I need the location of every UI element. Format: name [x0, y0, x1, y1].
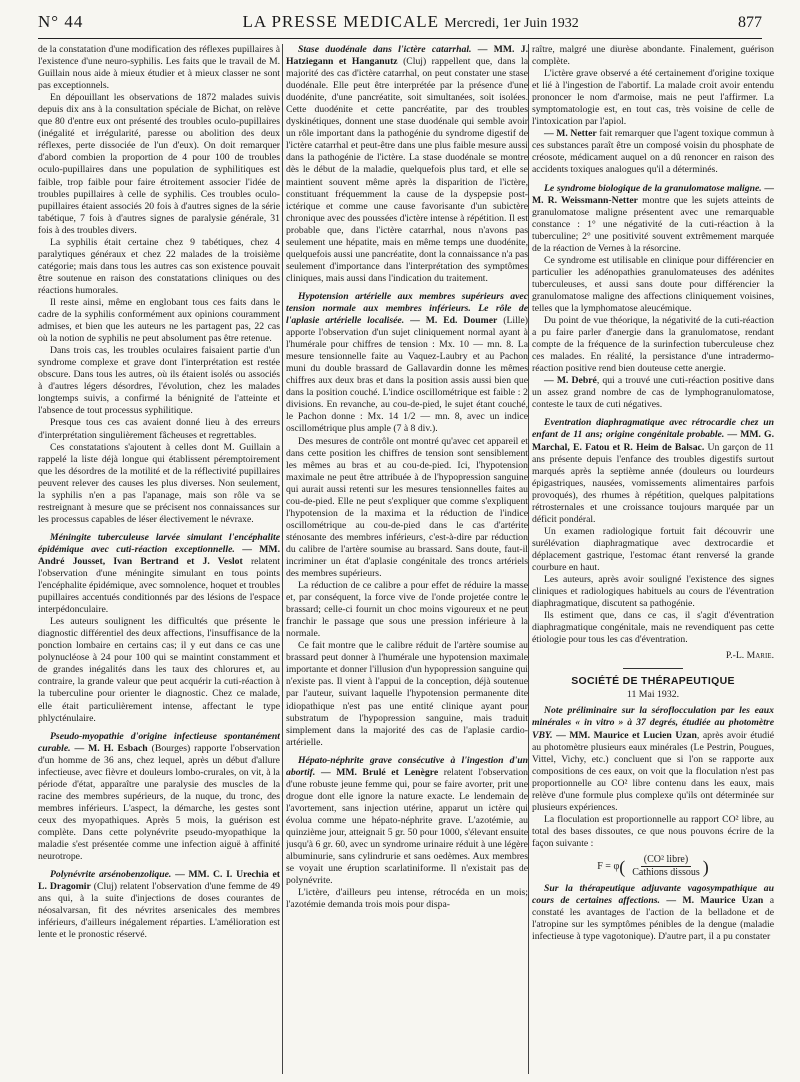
paragraph: La syphilis était certaine chez 9 tabétiques, chez 4 paralytiques généraux et chez 22 malades de la troisième catégorie; mais dans tous les autres cas son existence pouvait être soutenue en raison des constatations cliniques ou des réactions humorales.	[38, 236, 280, 296]
formula: F = φ ( $\frac{\text{(CO² libre)}}{\text{Cathions dissous}}$ )	[597, 854, 709, 879]
article-authors: — MM. G. Marchal, E. Fatou et R. Heim de Balsac.	[532, 429, 774, 453]
paragraph: Ce syndrome est utilisable en clinique pour différencier en particulier les adénopathies granulomateuses des adénites tuberculeuses, et aussi sans doute pour différencier la granulomatose maligne des affections cliniquement voisines, telles que la lymphomatose aleucémique.	[532, 254, 774, 314]
formula-denominator: Cathions dissous	[632, 867, 700, 879]
article-urechia	[38, 869, 280, 941]
article-title: Méningite tuberculeuse larvée simulant l'encéphalite épidémique avec cuti-réaction exceptionnelle.	[38, 531, 280, 555]
article-title: Pseudo-myopathie d'origine infectieuse spontanément curable.	[38, 730, 280, 754]
article-title: Hypotension artérielle aux membres supérieurs avec tension normale aux membres inférieurs. Le rôle de l'aplasie artérielle localisée.	[286, 290, 528, 327]
paragraph: Les auteurs, après avoir souligné l'existence des signes cliniques et radiologiques habituels au cours de l'éventration diaphragmatique, discutent sa pathogénie.	[532, 574, 774, 610]
article-title: Le syndrome biologique de la granulomatose maligne.	[544, 182, 762, 194]
article-authors: — M. Maurice Uzan	[666, 895, 764, 907]
article-marchal	[532, 417, 774, 525]
formula-fraction	[629, 854, 703, 879]
article-brule	[286, 755, 528, 888]
article-uzan	[532, 705, 774, 813]
section-date: 11 Mai 1932.	[626, 689, 680, 701]
journal-title	[243, 12, 579, 32]
comment-author: — M. Debré	[544, 375, 597, 387]
article-jousset	[38, 532, 280, 616]
comment-body: fait remarquer que l'agent toxique commun à ces substances paraît être un composé voisin du phosphate de créosote, médicament auquel on a dû renoncer en raison des accidents toxiques analogues qu'il a déterminés.	[532, 128, 774, 176]
article-body: Un garçon de 11 ans présente depuis l'enfance des troubles digestifs surtout marqués après la septième année (douleurs ou lourdeurs épigastriques, nausées, vomissements alimentaires parfois provoqués), des rhumes à répétition, quelques palpitations rétrosternales et une croissance toujours marquée par un déficit pondéral.	[532, 441, 774, 525]
column-2	[286, 44, 528, 1074]
article-authors: — MM. J. Hatziegann et Hanganutz	[286, 44, 528, 68]
paragraph: raître, malgré une diurèse abondante. Finalement, guérison complète.	[532, 44, 774, 68]
paragraph: Du point de vue théorique, la négativité de la cuti-réaction a pu faire parler d'anergie dans la granulomatose, rendant compte de la fréquence de la surinfection tuberculeuse chez ces malades. En réalité, la persistance d'une intradermo-réaction positive rend bien douteuse cette anergie.	[532, 315, 774, 375]
formula-numerator: (CO² libre)	[641, 854, 691, 867]
article-weissmann	[532, 183, 774, 255]
signature: P.-L. Marie.	[725, 650, 774, 662]
article-title: Hépato-néphrite grave consécutive à l'ingestion d'un abortif.	[286, 754, 528, 778]
paragraph: Ces constatations s'ajoutent à celles dont M. Guillain a rappelé la liste déjà longue qui établissent péremptoirement que les désordres de la motilité et de la réflectivité pupillaires peuvent relever des causes les plus diverses. Non seulement, la syphilis n'en a pas l'apanage, mais son rôle va se restreignant à mesure que se précisent nos connaissances sur les processus capables de léser électivement le névraxe.	[38, 441, 280, 525]
section-divider	[623, 668, 683, 669]
page-number: 877	[737, 14, 762, 31]
article-body: (Bourges) rapporte l'observation d'un homme de 36 ans, chez lequel, après un début d'allure infectieuse, avec fièvre et douleurs lombo-crurales, on vit, à la période d'état, apparaître une paralysie des muscles de la racine des membres supérieurs, de la nuque, du tronc, des membres inférieurs. L'aspect, la démarche, les gestes sont ceux des myopathiques. Après 5 mois, la guérison est complète. Dans cette polynévrite pseudo-myopathique la maladie s'est présentée comme une infection aiguë à affinité neurotrope.	[38, 742, 280, 863]
article-doumer	[286, 291, 528, 436]
paragraph: Les auteurs soulignent les difficultés que présente le diagnostic différentiel des deux affections, l'insuffisance de la ponction lombaire en certains cas; il y eut dans ce cas une polynucléose à 24 pour 100 qui se maintint constamment et de grandes inégalités dans les taux des chlorures et, au contraire, la grande valeur que peut acquérir la cuti-réaction à la tuberculine pour orienter le diagnostic. Chez ce malade, elle était particulièrement intense, affectant le type phlycténulaire.	[38, 616, 280, 724]
article-authors: — MM. C. I. Urechia et L. Dragomir	[38, 869, 280, 893]
article-body: (Lille) apporte l'observation d'un sujet cliniquement normal ayant à l'humérale pour chiffres de tension : Mx. 10 — mn. 8. La mesure tensionnelle faite au Vaquez-Laubry et au Pachon muni du double brassard de Gallavardin donne les mêmes chiffres aux deux bras et dans la position assis aussi bien que dans la position couché. L'indice oscillométrique est faible : 2 divisions. En revanche, au cou-de-pied, le sujet étant couché, le Pachon donne : Mx. 14 1/2 — mn. 8, avec un indice oscillométrique plus ample (7 à 8 div.).	[286, 315, 528, 435]
paragraph: En dépouillant les observations de 1872 malades suivis depuis dix ans à la consultation spéciale de Bichat, on relève que 80 d'entre eux ont présenté des troubles oculo-pupillaires (inégalité et irrégularité, paresse ou abolition des deux réflexes, perte dissociée de l'un d'eux). On doit remarquer d'abord combien la proportion de 4 pour 100 de troubles oculo-pupillaires dans une population de syphilitiques est faible, trop faible pour faire étroitement associer l'idée de troubles pupillaires à celle de syphilis. Ces troubles oculo-pupillaires étaient associés 20 fois à d'autres signes de la série tabétique, 7 fois à d'autres signes de paralysie générale, 31 fois à des troubles divers.	[38, 92, 280, 236]
issue-number: N° 44	[38, 12, 84, 31]
article-body: relatent l'observation d'une méningite simulant en tous points l'encéphalite épidémique, avec somnolence, hoquet et troubles pupillaires accentués conditionnés par des lésions de l'espace interpédonculaire.	[38, 555, 280, 616]
article-hatziegann	[286, 44, 528, 285]
journal-name: LA PRESSE MEDICALE	[242, 12, 440, 31]
article-body: (Cluj) relatent l'observation d'une femme de 49 ans qui, à la suite d'injections de doses courantes de néosalvarsan, fit des névrites arsenicales des membres inférieurs, d'ailleurs inégalement réparties. L'amélioration est lente et le pronostic réservé.	[38, 881, 280, 941]
paragraph: Des mesures de contrôle ont montré qu'avec cet appareil et dans cette position les chiffres de tension sont sensiblement les mêmes au bras et au cou-de-pied. Ici, l'hypotension maximale ne peut être attribuée à de l'hypopression sanguine qui aurait aussi retenti sur les mesures tensionnelles faites au cou-de-pied. Elle ne peut s'expliquer que comme s'expliquent l'hypotension de la maxima et la réduction de l'indice oscillométrique au cou-de-pied dans le cas d'artérite sténosante des membres inférieurs, c'est-à-dire par réduction du calibre de l'artère soumise au brassard. Sans doute, faut-il incriminer un état d'aplasie congénitale des troncs artériels des membres supérieurs.	[286, 435, 528, 580]
issue-date: Mercredi, 1er Juin 1932	[444, 16, 579, 31]
article-title: Polynévrite arsénobenzolique.	[50, 869, 172, 881]
paragraph: Dans trois cas, les troubles oculaires faisaient partie d'un syndrome complexe et grave dont l'interprétation est restée obscure. Dans tous les autres, où ils étaient isolés ou associés à d'autres légers désordres, l'évolution, chez les malades longtemps suivis, a confirmé la bénignité de l'atteinte et l'absence de tout processus syphilitique.	[38, 345, 280, 417]
column-1	[38, 44, 280, 1074]
article-authors: — M. R. Weissmann-Netter	[532, 182, 774, 206]
paragraph: L'ictère grave observé a été certainement d'origine toxique et lié à l'ingestion de l'abortif. La malade croit avoir entendu prononcer le nom d'armoise, mais ne peut l'affirmer. La symptomatologie est, en tout cas, très voisine de celle de l'intoxication par l'apiol.	[532, 68, 774, 128]
article-body: relatent l'observation d'une robuste jeune femme qui, pour se faire avorter, prit une drogue dont elle ignore la nature exacte. Le lendemain de l'avortement, sans injection utérine, apparut un ictère qui évolua comme une hépato-néphrite grave. L'azotémie, au quinzième jour, atteignait 5 gr. 50 pour 1000, s'élevant ensuite jusqu'à 6 gr. 60, avec un syndrome urinaire réduit à une légère albuminurie, sans cylindrurie et sans oedèmes. Aux membres se voyait une éruption scarlatiniforme. Il n'existait pas de polynévrite.	[286, 766, 528, 887]
paragraph: La floculation est proportionnelle au rapport CO² libre, au total des bases dissoutes, ce que nous pouvons écrire de la façon suivante :	[532, 813, 774, 849]
column-rule-2	[528, 44, 529, 1074]
paragraph: de la constatation d'une modification des réflexes pupillaires à l'existence d'une neuro-syphilis. Les faits que le travail de M. Guillain nous aide à mieux étudier et à mieux classer ne sont pas exceptionnels.	[38, 44, 280, 92]
article-authors: — MM. Maurice et Lucien Uzan	[556, 729, 697, 741]
article-body: (Cluj) rappellent que, dans la majorité des cas d'ictère catarrhal, on peut constater une stase duodénale. Elle peut être interprétée par la présence d'une duodénite, d'une pancréatite, soit simultanées, soit isolées. Cette duodénite et cette pancréatite, par des troubles dyskinétiques, donnent une stase duodénale qui semble avoir un rôle important dans la pathogénie du syndrome digestif de l'ictère catarrhal et peut-être dans une plus faible mesure aussi dans la pathogénie de l'ictère. La stase duodénale se montre dès le début de la maladie, quelquefois plus tard, et elle se maintient souvent même après la disparition de l'ictère, constituant fréquemment la cause de la dyspepsie post-ictérique et comme une cause favorisante d'un subictère chronique avec des poussées d'ictère intense à répétition. Il est probable que, dans l'ictère catarrhal, nous n'avons pas seulement une hépatite, mais en même temps une duodénite, quelquefois aussi une pancréatite, dont la connaissance n'a pas seulement d'importance dans l'interprétation des symptômes cliniques, mais aussi dans l'indication du traitement.	[286, 56, 528, 284]
article-title: Sur la thérapeutique adjuvante vagosympathique au cours de certaines affections.	[532, 883, 774, 907]
article-body: montre que les sujets atteints de granulomatose maligne présentent avec une remarquable constance : 1° une négativité de la cuti-réaction à la tuberculine; 2° une positivité souvent extrêmement marquée de la réaction de Vernes à la résorcine.	[532, 194, 774, 254]
article-authors: — M. Ed. Doumer	[410, 315, 498, 327]
comment-debre	[532, 375, 774, 411]
article-body: a constaté les avantages de l'action de la belladone et de l'atropine sur les symptômes pénibles de la dengue (maladie infectieuse à type vagotonique). D'autre part, il a pu constater	[532, 895, 774, 943]
paragraph: La réduction de ce calibre a pour effet de réduire la masse et, par conséquent, la force vive de l'onde projetée contre le brassard; celle-ci fournit un choc moins vigoureux et ne peut franchir le passage que sous une pression inférieure à la normale.	[286, 580, 528, 640]
comment-author: — M. Netter	[544, 128, 597, 140]
paragraph: Presque tous ces cas avaient donné lieu à des erreurs d'interprétation singulièrement fâcheuses et regrettables.	[38, 417, 280, 441]
paragraph: Il reste ainsi, même en englobant tous ces faits dans le cadre de la syphilis conformément aux opinions couramment admises, et bien que les auteurs ne les partagent pas, 22 cas où la notion de syphilis ne peut absolument pas être retenue.	[38, 296, 280, 345]
paragraph: Ce fait montre que le calibre réduit de l'artère soumise au brassard peut donner à l'humérale une hypotension maximale importante et donner l'illusion d'un hypopression sanguine qui n'existe pas. Il vient à l'appui de la conception, déjà soutenue par l'auteur, suivant laquelle l'hypotension permanente dite idiopathique n'est pas une entité clinique ayant pour substratum de l'hypopression sanguine, mais traduit simplement dans la majorité des cas de l'aplasie cardio-artérielle.	[286, 640, 528, 748]
comment-body: , qui a trouvé une cuti-réaction positive dans un assez grand nombre de cas de lymphogranulomatose, conteste le taux de cuti négatives.	[532, 375, 774, 411]
article-body: , après avoir étudié au photomètre plusieurs eaux minérales (Le Pestrin, Pougues, Vittel, Vichy, etc.) concluent que si l'on se rapporte aux compositions de ces eaux, on voit que la floculation n'est pas proportionnelle au CO² libre contenu dans les eaux, mais relève d'une formule plus complexe qu'ils ont déterminée sur plusieurs expériences.	[532, 729, 774, 813]
article-title: Stase duodénale dans l'ictère catarrhal.	[298, 44, 472, 55]
article-title: Eventration diaphragmatique avec rétrocardie chez un enfant de 11 ans; origine congénitale probable.	[532, 417, 774, 441]
formula-lhs: F = φ	[597, 860, 620, 872]
page-header	[38, 12, 762, 39]
article-maurice-uzan	[532, 883, 774, 943]
paragraph: Un examen radiologique fortuit fait découvrir une surélévation diaphragmatique avec dextrocardie et déplacement gastrique, l'estomac étant renversé la grande courbure en haut.	[532, 525, 774, 573]
paragraph: Ils estiment que, dans ce cas, il s'agit d'éventration diaphragmatique congénitale, mais ne revendiquent pas cette étiologie pour tous les cas d'éventration.	[532, 610, 774, 646]
article-esbach	[38, 731, 280, 864]
column-rule-1	[282, 44, 283, 1074]
column-3	[532, 44, 774, 1074]
article-authors: — MM. André Jousset, Ivan Bertrand et J. Veslot	[38, 543, 280, 567]
article-title: Note préliminaire sur la séroflocculation par les eaux minérales « in vitro » à 37 degrés, étudiée au photomètre VBY.	[532, 705, 774, 741]
article-authors: — MM. Brulé et Lenègre	[320, 766, 439, 778]
comment-netter	[532, 128, 774, 176]
section-title: SOCIÉTÉ DE THÉRAPEUTIQUE	[571, 675, 735, 688]
paragraph: L'ictère, d'ailleurs peu intense, rétrocéda en un mois; l'azotémie demanda trois mois pour dispa-	[286, 887, 528, 911]
article-authors: — M. H. Esbach	[74, 742, 148, 754]
